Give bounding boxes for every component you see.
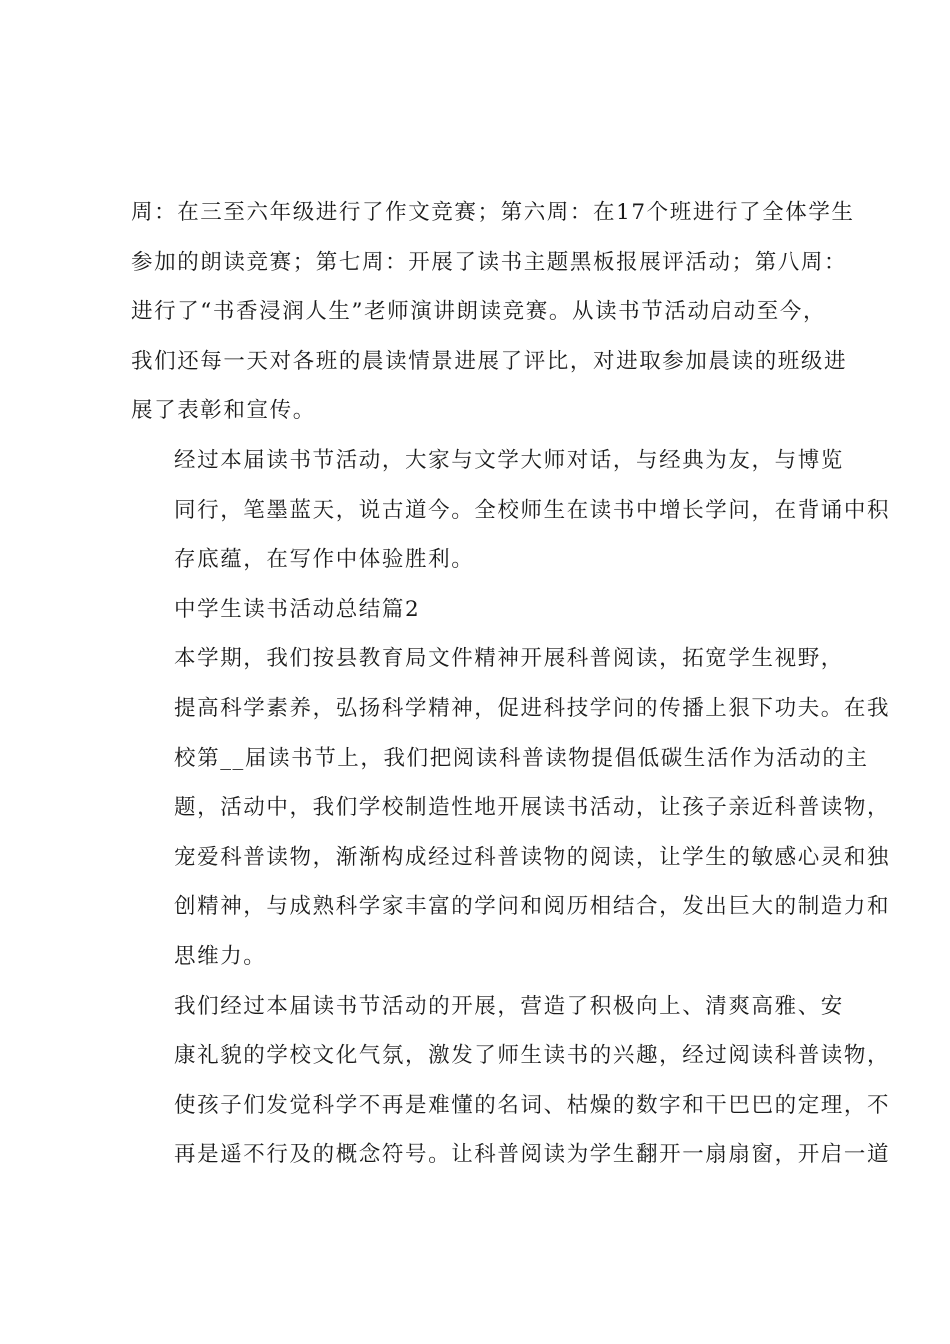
text-line: 使孩子们发觉科学不再是难懂的名词、枯燥的数字和干巴巴的定理，不 — [174, 1092, 891, 1118]
text-line: 思维力。 — [174, 943, 267, 969]
paragraph-1 — [131, 188, 855, 436]
text-line: 康礼貌的学校文化气氛，激发了师生读书的兴趣，经过阅读科普读物， — [174, 1043, 891, 1069]
text-line: 参加的朗读竞赛；第七周：开展了读书主题黑板报展评活动；第八周： — [131, 249, 848, 275]
paragraph-3 — [131, 634, 891, 981]
text-line: 题，活动中，我们学校制造性地开展读书活动，让孩子亲近科普读物， — [174, 795, 891, 821]
text-line: 创精神，与成熟科学家丰富的学问和阅历相结合，发出巨大的制造力和 — [174, 894, 891, 920]
heading-text: 中学生读书活动总结篇2 — [174, 596, 421, 622]
text-line: 校第__届读书节上，我们把阅读科普读物提倡低碳生活作为活动的主 — [174, 745, 869, 771]
text-line: 经过本届读书节活动，大家与文学大师对话，与经典为友，与博览 — [174, 447, 844, 473]
text-line: 本学期，我们按县教育局文件精神开展科普阅读，拓宽学生视野， — [174, 646, 844, 672]
text-line: 展了表彰和宣传。 — [131, 398, 316, 424]
text-line: 我们还每一天对各班的晨读情景进展了评比，对进取参加晨读的班级进 — [131, 348, 848, 374]
document-body — [131, 188, 891, 1180]
text-line: 进行了“书香浸润人生”老师演讲朗读竞赛。从读书节活动启动至今， — [131, 299, 827, 325]
text-line: 宠爱科普读物，渐渐构成经过科普读物的阅读，让学生的敏感心灵和独 — [174, 844, 891, 870]
text-line: 提高科学素养，弘扬科学精神，促进科技学问的传播上狠下功夫。在我 — [174, 695, 891, 721]
paragraph-4 — [131, 982, 891, 1180]
section-heading — [131, 585, 831, 635]
text-line: 我们经过本届读书节活动的开展，营造了积极向上、清爽高雅、安 — [174, 993, 844, 1019]
text-line: 周：在三至六年级进行了作文竞赛；第六周：在17个班进行了全体学生 — [131, 200, 855, 225]
text-line: 再是遥不行及的概念符号。让科普阅读为学生翻开一扇扇窗，开启一道 — [174, 1142, 891, 1168]
text-line: 存底蕴，在写作中体验胜利。 — [174, 547, 475, 573]
paragraph-2 — [131, 436, 891, 585]
text-line: 同行，笔墨蓝天，说古道今。全校师生在读书中增长学问，在背诵中积 — [174, 497, 891, 523]
